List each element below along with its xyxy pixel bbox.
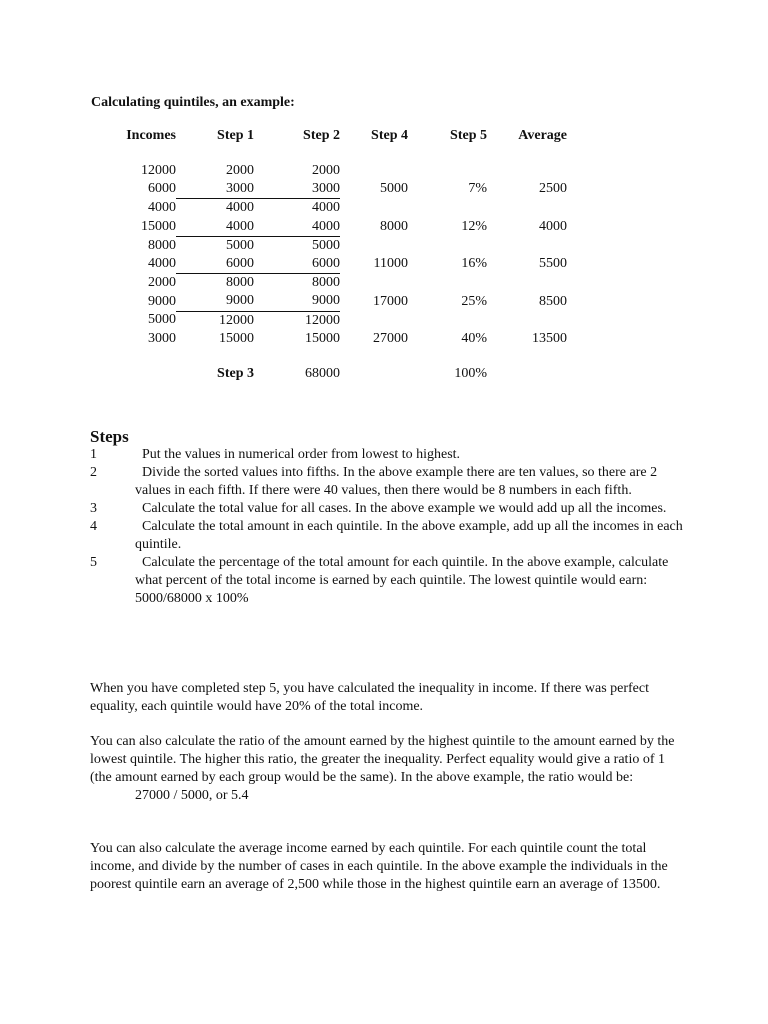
table-cell: 2500 bbox=[539, 181, 567, 197]
table-cell: 5500 bbox=[539, 256, 567, 272]
table-cell bbox=[487, 274, 567, 293]
table-cell: 3000 bbox=[254, 180, 340, 199]
table-cell: 3000 bbox=[176, 180, 254, 199]
table-cell: 3000 bbox=[148, 330, 176, 346]
table-cell: 4000 bbox=[254, 218, 340, 237]
table-row bbox=[100, 180, 567, 199]
table-cell: 9000 bbox=[254, 292, 340, 311]
total-label: Step 3 bbox=[217, 366, 254, 382]
step-formula: 5000/68000 x 100% bbox=[135, 591, 249, 606]
ratio-formula: 27000 / 5000, or 5.4 bbox=[135, 788, 249, 803]
step-text: Divide the sorted values into fifths. In the above example there are ten values, so there are 2 values in each fifth. If there were 40 values, then there would be 8 numbers in each fifth. bbox=[135, 465, 658, 498]
step-number: 4 bbox=[90, 519, 97, 534]
table-cell bbox=[340, 236, 408, 255]
table-cell bbox=[487, 199, 567, 218]
table-cell: 9000 bbox=[176, 292, 254, 311]
table-cell: 5000 bbox=[148, 312, 176, 328]
table-cell: 16% bbox=[461, 256, 487, 272]
column-header: Step 4 bbox=[371, 127, 408, 143]
list-item bbox=[90, 500, 690, 518]
table-cell: 15000 bbox=[219, 330, 254, 346]
table-cell bbox=[487, 311, 567, 330]
list-item bbox=[90, 518, 690, 554]
table-cell: 12000 bbox=[219, 312, 254, 328]
step-number: 3 bbox=[90, 501, 97, 516]
table-cell bbox=[487, 236, 567, 255]
table-cell bbox=[408, 311, 487, 330]
table-cell: 4000 bbox=[148, 200, 176, 216]
table-cell: 8000 bbox=[312, 275, 340, 291]
table-cell: 4000 bbox=[539, 218, 567, 234]
table-cell: 25% bbox=[461, 293, 487, 309]
paragraph-average: You can also calculate the average income earned by each quintile. For each quintile count the total income, and divide by the number of cases in each quintile. In the above example the individuals in the poorest quintile earn an average of 2,500 while those in the highest quintile earn an average of 13500. bbox=[90, 841, 668, 892]
table-cell: 15000 bbox=[305, 330, 340, 346]
table-row bbox=[100, 255, 567, 274]
table-cell: 6000 bbox=[148, 181, 176, 197]
list-item bbox=[90, 464, 690, 500]
total-value: 68000 bbox=[305, 366, 340, 382]
table-cell: 8000 bbox=[380, 218, 408, 234]
table-cell bbox=[340, 274, 408, 293]
table-cell: 9000 bbox=[148, 293, 176, 309]
table-cell: 2000 bbox=[226, 163, 254, 178]
table-row bbox=[100, 292, 567, 311]
table-cell: 17000 bbox=[373, 293, 408, 309]
table-cell: 12% bbox=[461, 218, 487, 234]
table-cell: 2000 bbox=[312, 163, 340, 178]
step-number: 1 bbox=[90, 447, 97, 462]
table-cell: 4000 bbox=[312, 200, 340, 216]
table-cell bbox=[408, 199, 487, 218]
step-number: 5 bbox=[90, 555, 97, 570]
table-cell: 11000 bbox=[373, 256, 408, 272]
table-cell: 27000 bbox=[373, 330, 408, 346]
table-cell: 4000 bbox=[176, 218, 254, 237]
step-text: Calculate the total amount in each quintile. In the above example, add up all the incomes in each quintile. bbox=[135, 519, 683, 552]
table-cell: 12000 bbox=[141, 163, 176, 178]
table-header-row bbox=[100, 126, 567, 146]
table-row bbox=[100, 218, 567, 237]
table-cell bbox=[408, 236, 487, 255]
table-cell: 6000 bbox=[176, 255, 254, 274]
table-cell: 40% bbox=[461, 330, 487, 346]
table-cell bbox=[408, 274, 487, 293]
table-cell bbox=[408, 162, 487, 180]
table-cell bbox=[340, 199, 408, 218]
table-cell: 5000 bbox=[226, 237, 254, 253]
table-row bbox=[100, 311, 567, 330]
table-cell bbox=[487, 162, 567, 180]
column-header: Average bbox=[518, 127, 567, 143]
table-row bbox=[100, 236, 567, 255]
steps-heading: Steps bbox=[90, 427, 129, 446]
steps-list bbox=[90, 446, 690, 608]
total-percent: 100% bbox=[454, 366, 487, 382]
table-cell bbox=[340, 162, 408, 180]
table-cell: 2000 bbox=[148, 274, 176, 290]
table-cell: 6000 bbox=[254, 255, 340, 274]
paragraph-inequality: When you have completed step 5, you have calculated the inequality in income. If there was perfect equality, each quintile would have 20% of the total income. bbox=[90, 681, 650, 714]
paragraph-ratio bbox=[90, 733, 690, 805]
list-item bbox=[90, 446, 690, 464]
paragraph-text: You can also calculate the ratio of the amount earned by the highest quintile to the amount earned by the lowest quintile. The higher this ratio, the greater the inequality. Perfect equality would give a ratio of 1 (the amount earned by each group would be the same). In the above example, the ratio would be: bbox=[90, 734, 675, 785]
table-cell: 8000 bbox=[226, 275, 254, 291]
table-cell: 8000 bbox=[148, 237, 176, 253]
step-number: 2 bbox=[90, 465, 97, 480]
table-cell: 8500 bbox=[539, 293, 567, 309]
column-header: Step 5 bbox=[450, 127, 487, 143]
column-header: Step 2 bbox=[303, 127, 340, 143]
table-cell: 5000 bbox=[380, 181, 408, 197]
table-row bbox=[100, 162, 567, 180]
column-header: Step 1 bbox=[217, 127, 254, 143]
table-total-row bbox=[100, 365, 567, 383]
table-cell: 12000 bbox=[305, 312, 340, 328]
table-row bbox=[100, 330, 567, 348]
quintile-table bbox=[100, 126, 567, 383]
column-header: Incomes bbox=[126, 127, 176, 143]
table-cell bbox=[340, 311, 408, 330]
table-cell: 13500 bbox=[532, 330, 567, 346]
table-row bbox=[100, 274, 567, 293]
table-cell: 15000 bbox=[141, 218, 176, 234]
step-text: Calculate the total value for all cases. In the above example we would add up all the incomes. bbox=[142, 501, 667, 516]
page-title: Calculating quintiles, an example: bbox=[91, 95, 295, 110]
table-row bbox=[100, 199, 567, 218]
table-cell: 4000 bbox=[226, 200, 254, 216]
table-cell: 4000 bbox=[148, 256, 176, 272]
step-text: Calculate the percentage of the total amount for each quintile. In the above example, calculate what percent of the total income is earned by each quintile. The lowest quintile would earn: bbox=[135, 555, 669, 588]
step-text: Put the values in numerical order from lowest to highest. bbox=[142, 447, 461, 462]
table-cell: 7% bbox=[468, 181, 487, 197]
table-cell: 5000 bbox=[312, 237, 340, 253]
list-item bbox=[90, 554, 690, 608]
